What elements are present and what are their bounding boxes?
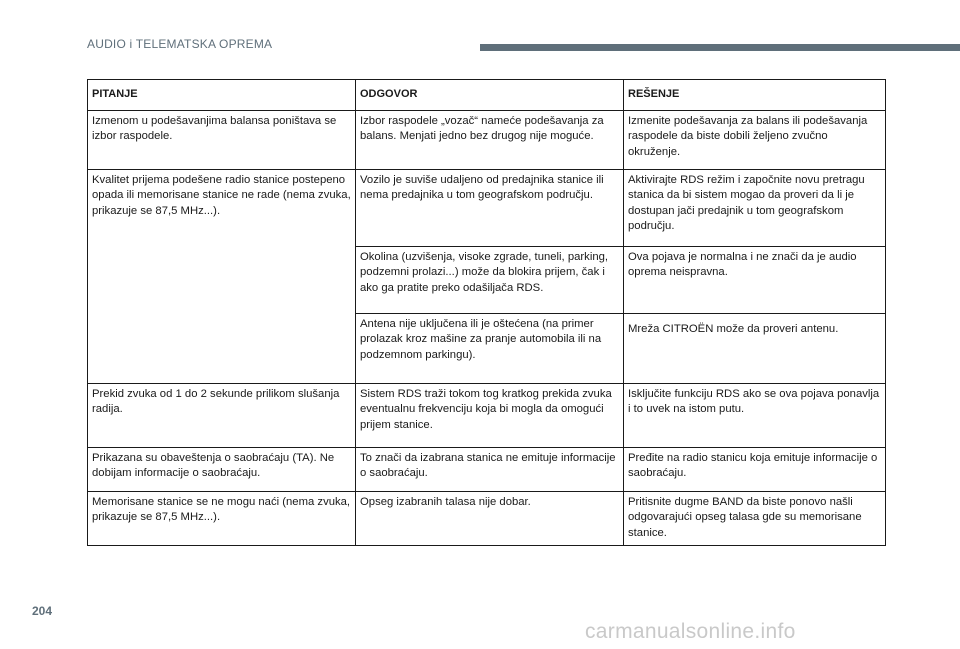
- table-row: [88, 447, 886, 491]
- column-header-solution: REŠENJE: [624, 80, 886, 111]
- answer-cell: Izbor raspodele „vozač“ nameće podešavanja za balans. Menjati jedno bez drugog nije moguće.: [356, 110, 624, 169]
- solution-cell: Pređite na radio stanicu koja emituje informacije o saobraćaju.: [624, 447, 886, 491]
- page-number: 204: [32, 604, 53, 618]
- column-header-question: PITANJE: [88, 80, 356, 111]
- answer-cell: To znači da izabrana stanica ne emituje informacije o saobraćaju.: [356, 447, 624, 491]
- question-cell: Izmenom u podešavanjima balansa poništava se izbor raspodele.: [88, 110, 356, 169]
- solution-cell: Isključite funkciju RDS ako se ova pojava ponavlja i to uvek na istom putu.: [624, 383, 886, 447]
- solution-cell: Pritisnite dugme BAND da biste ponovo našli odgovarajući opseg talasa gde su memorisane stanice.: [624, 491, 886, 546]
- question-cell: Kvalitet prijema podešene radio stanice postepeno opada ili memorisane stanice ne rade (nema zvuka, prikazuje se 87,5 MHz...).: [88, 169, 356, 383]
- question-cell: Memorisane stanice se ne mogu naći (nema zvuka, prikazuje se 87,5 MHz...).: [88, 491, 356, 546]
- solution-cell: Aktivirajte RDS režim i započnite novu pretragu stanica da bi sistem mogao da proveri da li je dostupan jači predajnik u tom geografskom području.: [624, 169, 886, 246]
- answer-cell: Sistem RDS traži tokom tog kratkog prekida zvuka eventualnu frekvenciju koja bi mogla da omogući prijem stanice.: [356, 383, 624, 447]
- question-cell: Prekid zvuka od 1 do 2 sekunde prilikom slušanja radija.: [88, 383, 356, 447]
- troubleshooting-table: [87, 79, 886, 546]
- answer-cell: Okolina (uzvišenja, visoke zgrade, tuneli, parking, podzemni prolazi...) može da blokira prijem, čak i ako ga pratite preko odašiljača RDS.: [356, 246, 624, 313]
- solution-cell: Mreža CITROËN može da proveri antenu.: [624, 313, 886, 383]
- table-header-row: [88, 80, 886, 111]
- table-row: [88, 383, 886, 447]
- answer-cell: Antena nije uključena ili je oštećena (na primer prolazak kroz mašine za pranje automobila ili na podzemnom parkingu).: [356, 313, 624, 383]
- solution-cell: Ova pojava je normalna i ne znači da je audio oprema neispravna.: [624, 246, 886, 313]
- answer-cell: Opseg izabranih talasa nije dobar.: [356, 491, 624, 546]
- watermark[interactable]: carmanualsonline.info: [585, 620, 796, 643]
- table-row: [88, 110, 886, 169]
- table-row: [88, 169, 886, 246]
- answer-cell: Vozilo je suviše udaljeno od predajnika stanice ili nema predajnika u tom geografskom području.: [356, 169, 624, 246]
- header-bar: [480, 44, 960, 51]
- column-header-answer: ODGOVOR: [356, 80, 624, 111]
- solution-cell: Izmenite podešavanja za balans ili podešavanja raspodele da biste dobili željeno zvučno okruženje.: [624, 110, 886, 169]
- section-title: AUDIO i TELEMATSKA OPREMA: [87, 37, 273, 51]
- question-cell: Prikazana su obaveštenja o saobraćaju (TA). Ne dobijam informacije o saobraćaju.: [88, 447, 356, 491]
- table-row: [88, 491, 886, 546]
